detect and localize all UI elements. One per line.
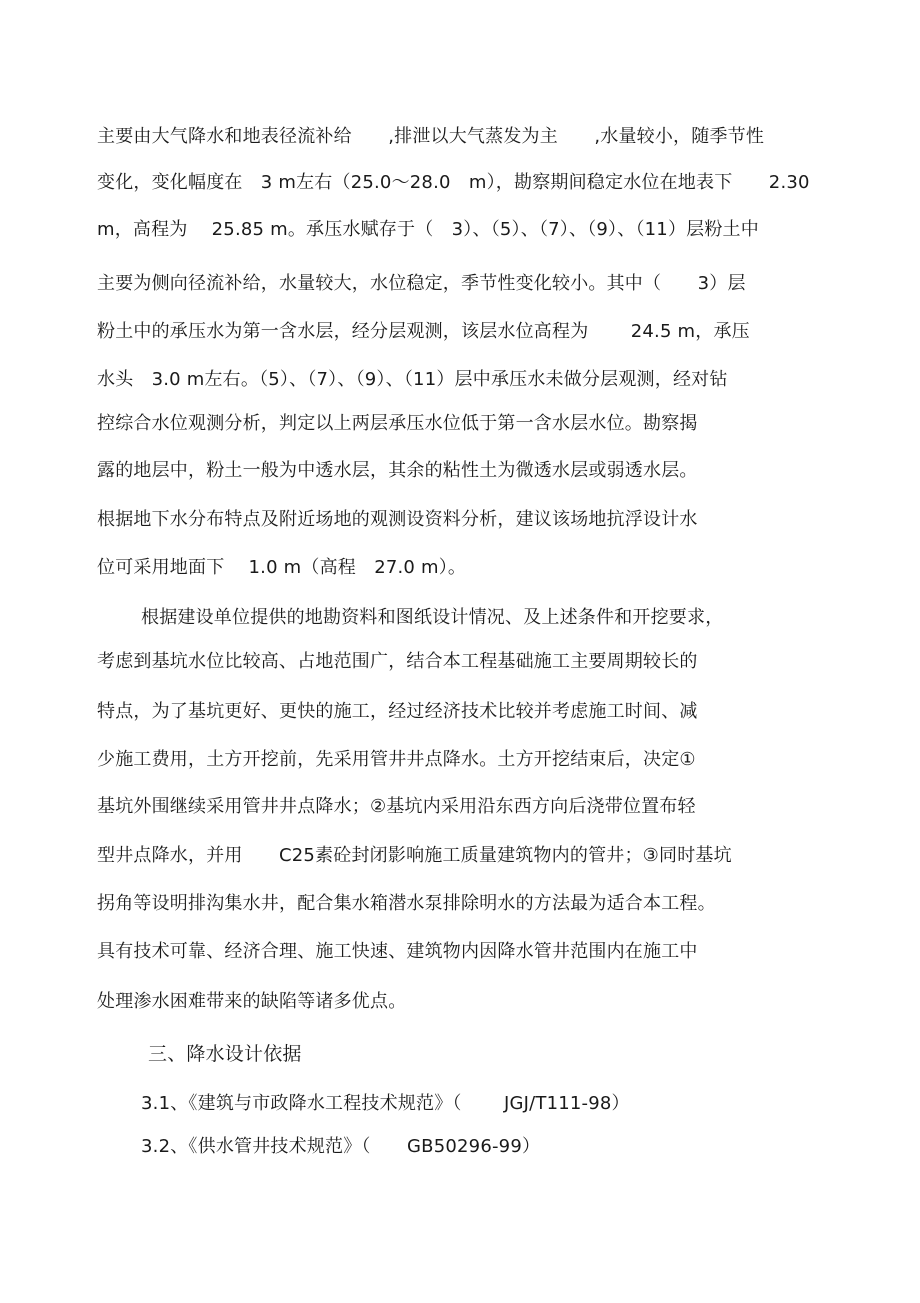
body-text-line: 位可采用地面下 1.0 m（高程 27.0 m）。 bbox=[97, 557, 467, 578]
body-text-line: 具有技术可靠、经济合理、施工快速、建筑物内因降水管井范围内在施工中 bbox=[97, 941, 698, 962]
body-text-line: 处理渗水困难带来的缺陷等诸多优点。 bbox=[97, 991, 407, 1012]
body-text-line: m，高程为 25.85 m。承压水赋存于（ 3）、（5）、（7）、（9）、（11）层粉土中 bbox=[97, 219, 759, 240]
body-text-line: 变化，变化幅度在 3 m左右（25.0～28.0 m），勘察期间稳定水位在地表下 2.30 bbox=[97, 172, 810, 193]
body-text-line: 少施工费用，土方开挖前，先采用管井井点降水。土方开挖结束后，决定① bbox=[97, 749, 696, 770]
body-text-line: 露的地层中，粉土一般为中透水层，其余的粘性土为微透水层或弱透水层。 bbox=[97, 460, 698, 481]
reference-item: 3.1、《建筑与市政降水工程技术规范》（ JGJ/T111-98） bbox=[141, 1093, 630, 1114]
body-text-line: 特点，为了基坑更好、更快的施工，经过经济技术比较并考虑施工时间、减 bbox=[97, 701, 698, 722]
body-text-line: 主要为侧向径流补给，水量较大，水位稳定，季节性变化较小。其中（ 3）层 bbox=[97, 273, 746, 294]
reference-item: 3.2、《供水管井技术规范》（ GB50296-99） bbox=[141, 1136, 541, 1157]
body-text-line: 基坑外围继续采用管井井点降水；②基坑内采用沿东西方向后浇带位置布轻 bbox=[97, 796, 696, 817]
body-text-line: 型井点降水，并用 C25素砼封闭影响施工质量建筑物内的管井；③同时基坑 bbox=[97, 845, 732, 866]
body-text-line: 考虑到基坑水位比较高、占地范围广，结合本工程基础施工主要周期较长的 bbox=[97, 651, 698, 672]
body-text-line: 根据地下水分布特点及附近场地的观测设资料分析，建议该场地抗浮设计水 bbox=[97, 509, 698, 530]
body-text-line: 主要由大气降水和地表径流补给 ,排泄以大气蒸发为主 ,水量较小，随季节性 bbox=[97, 126, 765, 147]
body-text-line: 粉土中的承压水为第一含水层，经分层观测，该层水位高程为 24.5 m，承压 bbox=[97, 321, 750, 342]
body-text-line: 控综合水位观测分析，判定以上两层承压水位低于第一含水层水位。勘察揭 bbox=[97, 413, 698, 434]
body-text-line: 水头 3.0 m左右。（5）、（7）、（9）、（11）层中承压水未做分层观测，经对钻 bbox=[97, 369, 728, 390]
body-text-line: 根据建设单位提供的地勘资料和图纸设计情况、及上述条件和开挖要求， bbox=[141, 607, 724, 628]
body-text-line: 拐角等设明排沟集水井，配合集水箱潜水泵排除明水的方法最为适合本工程。 bbox=[97, 893, 716, 914]
section-heading: 三、降水设计依据 bbox=[148, 1043, 302, 1065]
